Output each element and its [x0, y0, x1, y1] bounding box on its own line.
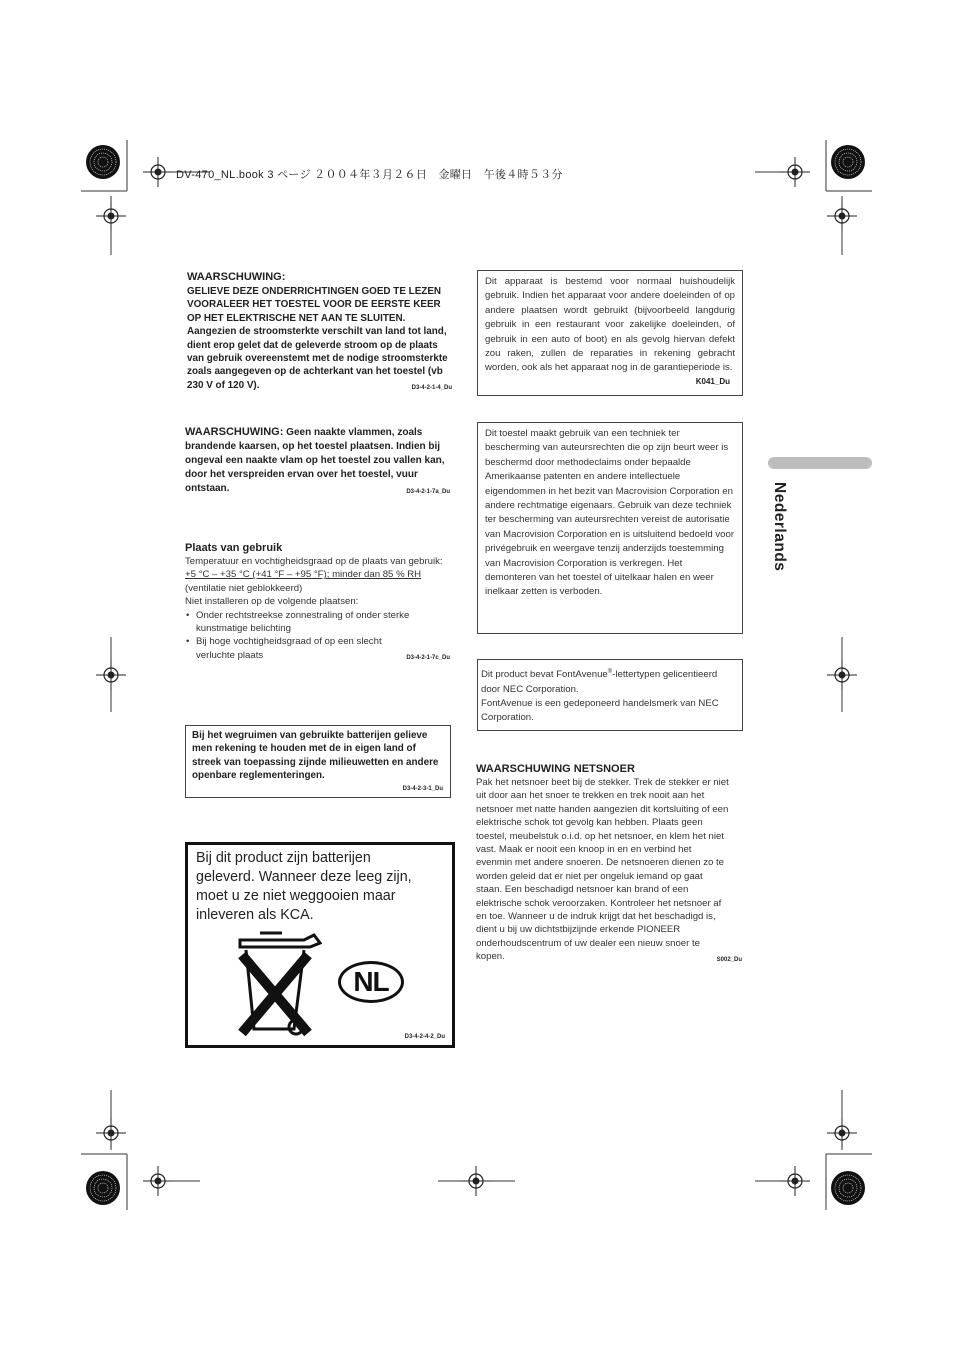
- nl-logo-text: NL: [353, 966, 389, 997]
- copyright-box: [477, 422, 743, 634]
- kca-box: [185, 842, 455, 1048]
- fontavenue-line1-end: -lettertypen gelicentieerd door NEC Corporation.: [481, 669, 718, 695]
- doc-code: D3-4-2-3-1_Du: [402, 786, 443, 792]
- crossed-bin-icon: [232, 925, 322, 1037]
- warning-flames-text: Geen naakte vlammen, zoals brandende kaarsen, op het toestel plaatsen. Indien bij ongeval een naakte vlam op het toestel zou vallen kan, door het verspreiden ervan over het toestel, vuur ontstaan.: [185, 427, 445, 494]
- household-use-text: Dit apparaat is bestemd voor normaal huishoudelijk gebruik. Indien het apparaat voor andere doeleinden of op andere plaatsen wordt gebruikt (bijvoorbeeld langdurig gebruik in een restaurant voor zakelijke doeleinden, of gebruik in een auto of boot) en als gevolg hiervan defekt zou raken, zullen de reparaties in rekening gebracht worden, ook als het apparaat nog in de garantieperiode is.: [485, 276, 735, 374]
- list-item: • Onder rechtstreekse zonnestraling of onder sterke kunstmatige belichting: [185, 609, 450, 636]
- placement-ventilation: (ventilatie niet geblokkeerd): [185, 582, 303, 594]
- power-cord-title: WAARSCHUWING NETSNOER: [476, 763, 635, 775]
- fontavenue-line1: Dit product bevat FontAvenue: [481, 669, 608, 681]
- power-cord-text: Pak het netsnoer beet bij de stekker. Trek de stekker er niet uit door aan het snoer te trekken en trek nooit aan het netsnoer met natte handen aangezien dit kortsluiting of een elektrische schok tot gevolg kan hebben. Plaats geen toestel, meubelstuk o.i.d. op het netsnoer, en klem het niet vast. Maak er nooit een knoop in en en verbind het evenmin met andere snoeren. De netsnoeren dienen zo te worden geleid dat er niet per ongeluk iemand op gaat staan. Een beschadigd netsnoer kan brand of een elektrische schok veroorzaken. Kontroleer het netsnoer af en toe. Wanneer u de indruk krijgt dat het beschadigd is, dient u bij uw dichtstbijzijnde erkende PIONEER onderhoudscentrum of uw dealer een nieuw snoer te kopen.: [476, 777, 729, 963]
- doc-code: D3-4-2-1-7a_Du: [406, 489, 450, 495]
- fontavenue-box: [477, 659, 743, 731]
- warning-title: WAARSCHUWING:: [185, 426, 284, 438]
- warning-mains-section: [187, 271, 452, 392]
- nl-logo: [338, 961, 404, 1003]
- warning-title: WAARSCHUWING:: [187, 271, 286, 283]
- registered-mark: ®: [607, 669, 613, 675]
- household-use-box: [477, 270, 743, 396]
- warning-flames-section: [185, 425, 450, 496]
- copyright-text: Dit toestel maakt gebruik van een techniek ter bescherming van auteursrechten die op zijn beurt weer is beschermd door methodeclaims onder bepaalde Amerikaanse patenten en andere intellectuele eigendommen in het bezit van Macrovision Corporation en andere rechtmatige eigenaars. Gebruik van deze techniek ter bescherming van auteursrechten vereist de autorisatie van Macrovision Corporation en is uitsluitend bedoeld voor privégebruik en weergave tenzij anderzijds toestemming van Macrovision Corporation is verkregen. Het demonteren van het toestel of uitelkaar halen en weer inelkaar zetten is verboden.: [485, 428, 735, 598]
- print-header: DV-470_NL.book 3 ページ ２００４年３月２６日 金曜日 午後４時５３分: [176, 169, 563, 181]
- placement-range: +5 °C – +35 °C (+41 °F – +95 °F); minder dan 85 % RH: [185, 569, 422, 581]
- battery-disposal-box: [185, 725, 451, 798]
- doc-code: D3-4-2-1-7c_Du: [406, 655, 450, 662]
- placement-section: [185, 542, 450, 662]
- warning-mains-text: GELIEVE DEZE ONDERRICHTINGEN GOED TE LEZEN VOORALEER HET TOESTEL VOOR DE EERSTE KEER OP HET ELEKTRISCHE NET AAN TE SLUITEN. Aangezien de stroomsterkte verschilt van land tot land, dient erop gelet dat de geleverde stroom op de plaats van gebruik overeenstemt met de nodige stroomsterkte zoals aangegeven op de achterkant van het toestel (vb 230 V of 120 V).: [187, 286, 448, 391]
- battery-disposal-text: Bij het wegruimen van gebruikte batterijen gelieve men rekening te houden met de in eigen land of streek van toepassing zijnde milieuwetten en andere openbare reglementeringen.: [192, 730, 439, 782]
- fontavenue-text: [481, 665, 739, 726]
- kca-text: Bij dit product zijn batterijen geleverd. Wanneer deze leeg zijn, moet u ze niet weggooien maar inleveren als KCA.: [196, 850, 412, 923]
- placement-intro: Temperatuur en vochtigheidsgraad op de plaats van gebruik:: [185, 556, 443, 567]
- doc-code: D3-4-2-1-4_Du: [411, 385, 452, 392]
- fontavenue-line2: FontAvenue is een gedeponeerd handelsmerk van NEC Corporation.: [481, 698, 719, 724]
- power-cord-section: [476, 763, 742, 964]
- placement-list: [185, 609, 450, 663]
- placement-title: Plaats van gebruik: [185, 542, 283, 554]
- placement-not-install: Niet installeren op de volgende plaatsen:: [185, 596, 359, 608]
- language-label: Nederlands: [771, 482, 788, 572]
- language-tab: [768, 457, 872, 469]
- doc-code: S002_Du: [716, 956, 742, 963]
- list-item: • Bij hoge vochtigheidsgraad of op een slecht verluchte plaats: [185, 635, 450, 662]
- doc-code: D3-4-2-4-2_Du: [404, 1034, 445, 1040]
- doc-code: K041_Du: [695, 377, 730, 386]
